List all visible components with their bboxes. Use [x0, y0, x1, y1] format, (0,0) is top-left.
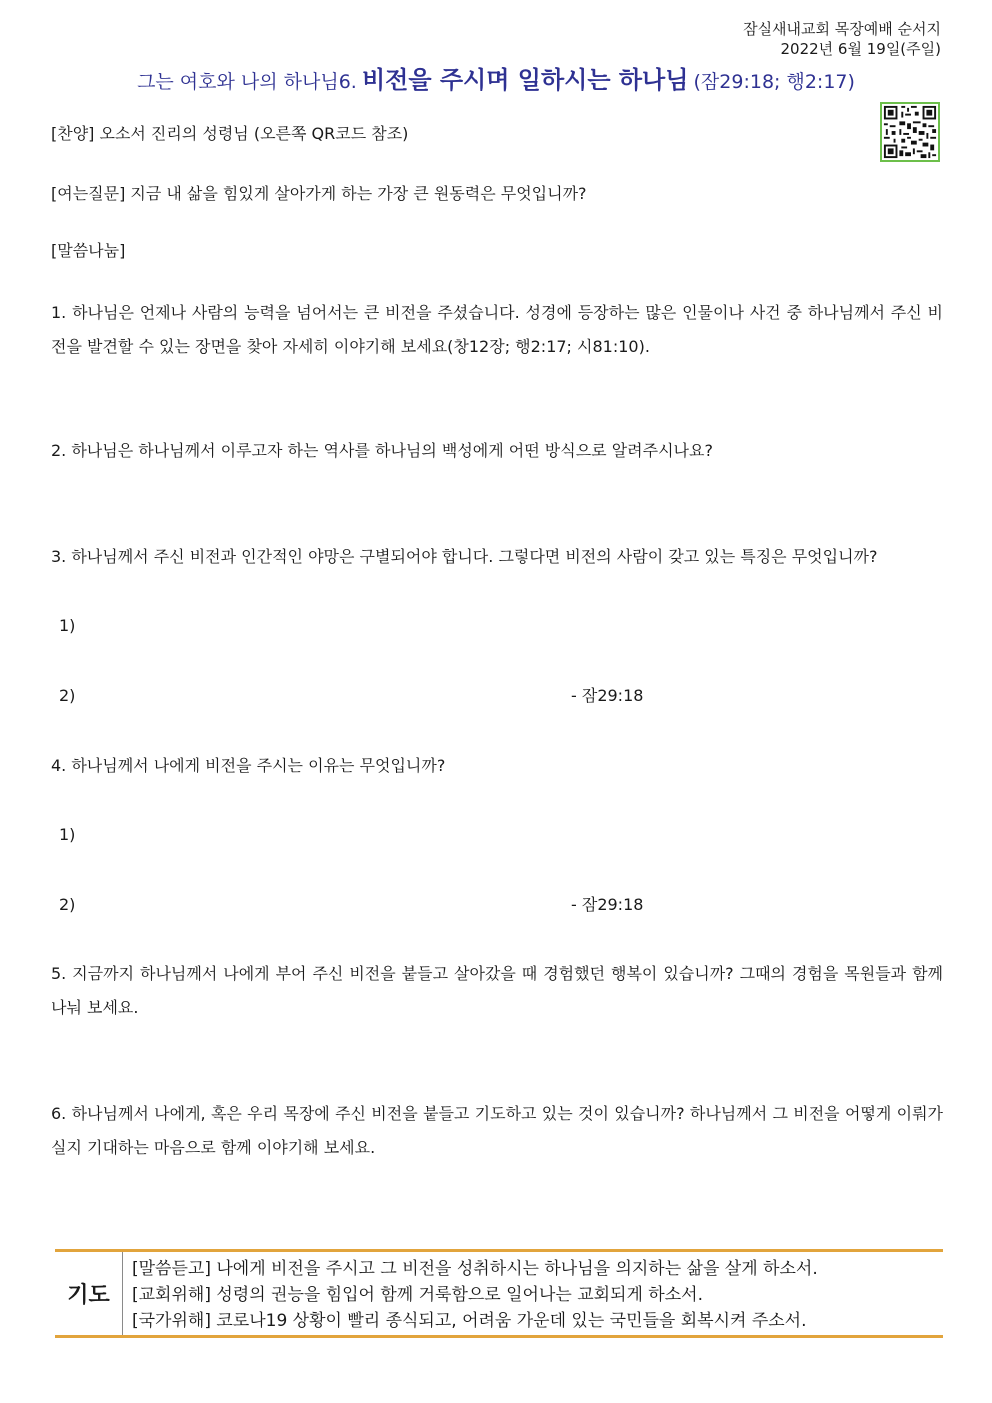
page-title	[0, 60, 992, 95]
prayer-label: 기도	[55, 1252, 123, 1335]
question-3-item-1: 1)	[59, 616, 76, 635]
series-title: 그는 여호와 나의 하나님6.	[137, 71, 357, 93]
sermon-title: 비전을 주시며 일하시는 하나님	[361, 66, 689, 94]
praise-song: [찬양] 오소서 진리의 성령님 (오른쪽 QR코드 참조)	[51, 124, 409, 143]
prayer-line-nation: [국가위해] 코로나19 상황이 빨리 종식되고, 어려움 가운데 있는 국민들을 회복시켜 주소서.	[132, 1311, 807, 1331]
question-4-verse: - 잠29:18	[571, 895, 644, 914]
sharing-label: [말씀나눔]	[51, 241, 126, 260]
scripture-reference: (잠29:18; 행2:17)	[693, 71, 855, 93]
question-6: 6. 하나님께서 나에게, 혹은 우리 목장에 주신 비전을 붙들고 기도하고 있는 것이 있습니까? 하나님께서 그 비전을 어떻게 이뤄가실지 기대하는 마음으로 함께 이야기해 보세요.	[51, 1104, 943, 1157]
question-1: 1. 하나님은 언제나 사람의 능력을 넘어서는 큰 비전을 주셨습니다. 성경에 등장하는 많은 인물이나 사건 중 하나님께서 주신 비전을 발견할 수 있는 장면을 찾아 자세히 이야기해 보세요(창12장; 행2:17; 시81:10).	[51, 303, 943, 356]
question-2: 2. 하나님은 하나님께서 이루고자 하는 역사를 하나님의 백성에게 어떤 방식으로 알려주시나요?	[51, 441, 713, 460]
question-3-verse: - 잠29:18	[571, 686, 644, 705]
question-4-item-2: 2)	[59, 895, 76, 914]
prayer-line-church: [교회위해] 성령의 권능을 힘입어 함께 거룩함으로 일어나는 교회되게 하소서.	[132, 1285, 703, 1305]
qr-code-icon[interactable]	[880, 102, 940, 162]
church-document-name: 잠실새내교회 목장예배 순서지	[743, 20, 941, 38]
opening-question: [여는질문] 지금 내 삶을 힘있게 살아가게 하는 가장 큰 원동력은 무엇입니까?	[51, 184, 587, 203]
worship-date: 2022년 6월 19일(주일)	[780, 40, 941, 58]
prayer-list	[132, 1256, 939, 1334]
question-3-item-2: 2)	[59, 686, 76, 705]
prayer-line-word: [말씀듣고] 나에게 비전을 주시고 그 비전을 성취하시는 하나님을 의지하는 삶을 살게 하소서.	[132, 1259, 818, 1279]
prayer-section	[55, 1249, 943, 1338]
question-5: 5. 지금까지 하나님께서 나에게 부어 주신 비전을 붙들고 살아갔을 때 경험했던 행복이 있습니까? 그때의 경험을 목원들과 함께 나눠 보세요.	[51, 964, 943, 1017]
question-3: 3. 하나님께서 주신 비전과 인간적인 야망은 구별되어야 합니다. 그렇다면 비전의 사람이 갖고 있는 특징은 무엇입니까?	[51, 547, 878, 566]
question-4-item-1: 1)	[59, 825, 76, 844]
question-4: 4. 하나님께서 나에게 비전을 주시는 이유는 무엇입니까?	[51, 756, 446, 775]
